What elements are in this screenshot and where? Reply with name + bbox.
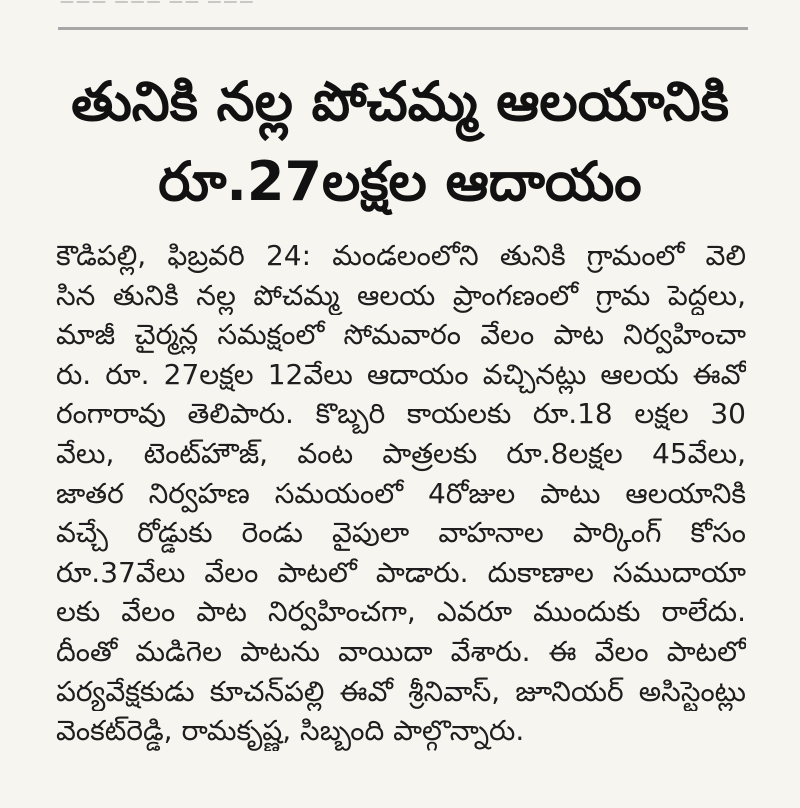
body-line: రు. రూ. 27లక్షల 12వేలు ఆదాయం వచ్చినట్లు ఆలయ ఈవో xyxy=(56,357,746,391)
separator-rule xyxy=(58,27,748,30)
headline-line-1: తునికి నల్ల పోచమ్మ ఆలయానికి xyxy=(71,70,729,133)
body-line: మాజీ చైర్మన్ల సమక్షంలో సోమవారం వేలం పాట నిర్వహించా xyxy=(56,318,746,352)
body-line: వెంకట్‌రెడ్డి, రామకృష్ణ, సిబ్బంది పాల్గొన్నారు. xyxy=(56,714,525,748)
headline xyxy=(40,62,760,222)
body-line: లకు వేలం పాట నిర్వహించగా, ఎవరూ ముందుకు రాలేదు. xyxy=(56,595,746,629)
body-line: జాతర నిర్వహణ సమయంలో 4రోజుల పాటు ఆలయానికి xyxy=(56,476,746,510)
body-line: వచ్చే రోడ్డుకు రెండు వైపులా వాహనాల పార్కింగ్ కోసం xyxy=(56,516,746,550)
body-line: వేలు, టెంట్‌హౌజ్, వంట పాత్రలకు రూ.8లక్షల 45వేలు, xyxy=(56,436,746,470)
body-line: దీంతో మడిగెల పాటను వాయిదా వేశారు. ఈ వేలం పాటలో xyxy=(56,634,746,668)
headline-line-2: రూ.27లక్షల ఆదాయం xyxy=(158,150,642,213)
article-body xyxy=(56,236,746,751)
body-line: పర్యవేక్షకుడు కూచన్‌పల్లి ఈవో శ్రీనివాస్, జూనియర్ అసిస్టెంట్లు xyxy=(56,674,746,708)
body-line: రంగారావు తెలిపారు. కొబ్బరి కాయలకు రూ.18 లక్షల 30 xyxy=(56,397,746,431)
body-line: కౌడిపల్లి, ఫిబ్రవరి 24: మండలంలోని తునికి గ్రామంలో వెలి xyxy=(56,239,746,272)
cut-off-header-text: ——— ——— —— ——— xyxy=(60,0,256,8)
body-line: రూ.37వేలు వేలం పాటలో పాడారు. దుకాణాల సముదాయా xyxy=(56,555,746,589)
body-line: సిన తునికి నల్ల పోచమ్మ ఆలయ ప్రాంగణంలో గ్రామ పెద్దలు, xyxy=(56,278,746,312)
